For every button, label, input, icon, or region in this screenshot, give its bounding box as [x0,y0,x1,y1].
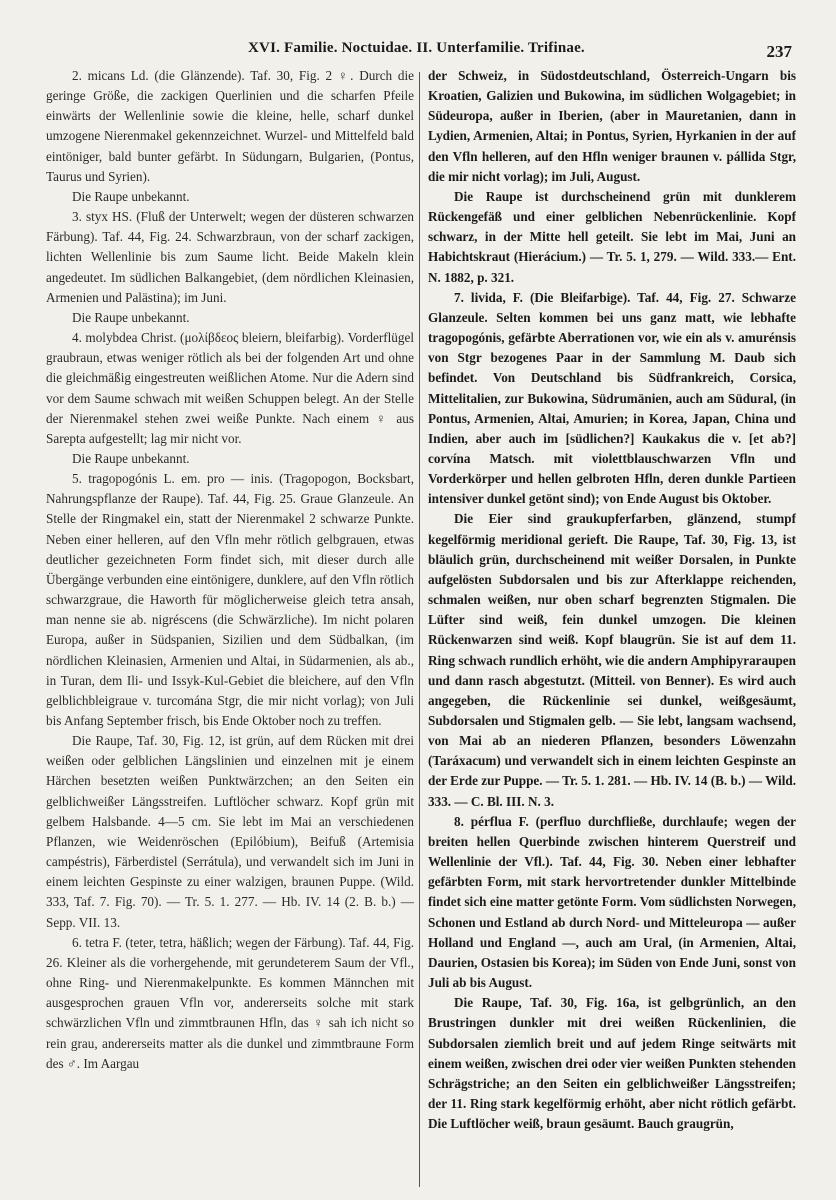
larva-description: Die Raupe, Taf. 30, Fig. 16a, ist gelbgrünlich, an den Brustringen dunkler mit drei weißen Rückenlinien, die Subdorsalen ziemlich breit und auf jedem Ringe seitwärts mit einem weißen, zwischen drei oder vier weißen Punkten stehenden Schrägstriche; an den Seiten ein gelblichweißer Längsstreifen; der 11. Ring stark kegelförmig erhöht, aber nicht rötlich gefärbt. Die Luftlöcher weiß, braun gesäumt. Bauch graugrün, [428,995,796,1132]
page-number: 237 [766,42,792,61]
column-divider [419,72,420,1187]
species-entry-perflua: 8. pérflua F. (perfluo durchfließe, durchlaufe; wegen der breiten hellen Querbinde zwischen hinterem Querstreif und Wellenlinie der Vfl.). Taf. 44, Fig. 30. Neben einer lebhafter gefärbten Form, mit stark hervortretender dunkler Mittelbinde findet sich eine matter getönte Form. Vom südlichsten Norwegen, Schonen und Estland ab durch Nord- und Mitteleuropa — außer Holland und England —, auch am Ural, (in Armenien, Altai, Daurien, Ostasien bis Korea); im Süden von Ende Juni, sonst von Juli ab bis August. [428,813,796,991]
running-header [0,36,836,64]
continued-paragraph: der Schweiz, in Südostdeutschland, Österreich-Ungarn bis Kroatien, Galizien und Bukowina, im südlichen Wolgagebiet; in Südeuropa, außer in Iberien, (aber in Mauretanien, dann in Lydien, Armenien, Altai; in Pontus, Syrien, Hyrkanien in der auf den Vfln helleren, auf den Hfln weniger braunen v. pállida Stgr, die mir nicht vorlag); im Juli, August. [428,68,796,184]
larva-description: Die Raupe ist durchscheinend grün mit dunklerem Rückengefäß und einer gelblichen Nebenrückenlinie. Kopf schwarz, in der Mitte hell geteilt. Sie lebt im Mai, Juni an Habichtskraut (Hierácium.) — Tr. 5. 1, 279. — Wild. 333.— Ent. N. 1882, p. 321. [428,188,796,285]
species-entry-livida: 7. livida, F. (Die Bleifarbige). Taf. 44, Fig. 27. Schwarze Glanzeule. Selten kommen bei uns ganz matt, wie lebhafte tragopogónis, gefärbte Aberrationen vor, wie ein als v. amurénsis von Stgr bezogenes Paar in der Sammlung M. Daub sich befindet. Von Deutschland bis Südfrankreich, Corsica, Mittelitalien, zur Bukowina, Südrumänien, auch am Südural, (in Pontus, Armenien, Altai, Amurien; in Korea, Japan, China und Indien, aber auch im [südlichen?] Kaukakus die v. [et ab?] corvína Matsch. mit violettblauschwarzen Vfln und Vorderkörper und hellen gelbroten Hfln, deren dunkle Partieen intensiver dunkel getönt sind); von Ende August bis Oktober. [428,289,796,507]
species-entry-tetra: 6. tetra F. (teter, tetra, häßlich; wegen der Färbung). Taf. 44, Fig. 26. Kleiner als die vorhergehende, mit gerundeterem Saum der Vfl., ohne Ring- und Nierenmakelpunkte. Es kommen Männchen mit ausgesprochen grauen Vfln vor, andererseits solche mit stark schwärzlichen Vfln und zimmtbraunen Hfln, das ♀ sah ich nicht so rein grau, andererseits matter als die dunkel und zimmtbraune Form des ♂. Im Aargau [46,934,414,1071]
larva-note: Die Raupe unbekannt. [72,450,190,466]
species-entry-molybdea: 4. molybdea Christ. (μολίβδεος bleiern, bleifarbig). Vorderflügel graubraun, etwas weniger rötlich als bei der folgenden Art und ohne die gleichmäßig eingestreuten weißlichen Atome. Nur die Adern sind vor dem Saume schwach mit weißen Schuppen belegt. An der Stelle der Nierenmakel stehen zwei weiße Punkte. Nach einem ♀ aus Sarepta aufgestellt; lag mir nicht vor. [46,330,414,446]
egg-and-larva-description: Die Eier sind graukupferfarben, glänzend, stumpf kegelförmig meridional gerieft. Die Raupe, Taf. 30, Fig. 13, ist bläulich grün, durchscheinend mit weißer Dorsalen, in Punkte aufgelösten Subdorsalen und bis zur Afterklappe reichenden, schmalen weißen, nur oben scharf begrenzten Stigmalen. Die Lüfter sind weiß, fein dunkel umzogen. Die kleinen Rückenwarzen sind weiß. Kopf blaugrün. Sie ist auf dem 11. Ring schwach rundlich erhöht, wie die andern Amphipyraraupen und dann rasch abgestutzt. (Mitteil. von Benner). Es wird auch angegeben, die Rückenlinie sei dunkel, weißgesäumt, Subdorsalen und Stigmalen gelb. — Sie lebt, langsam wachsend, von Mai ab an niederen Pflanzen, besonders Löwenzahn (Taráxacum) und verwandelt sich in einem leichten Gespinste an der Erde zur Puppe. — Tr. 5. 1. 281. — Hb. IV. 14 (B. b.) — Wild. 333. — C. Bl. III. N. 3. [428,511,796,809]
larva-note: Die Raupe unbekannt. [72,188,190,204]
larva-description: Die Raupe, Taf. 30, Fig. 12, ist grün, auf dem Rücken mit drei weißen oder gelblichen Längslinien und einzelnen mit je einem Härchen besetzten weißen Punktwärzchen; an den Seiten ein gelblichweißer Längsstreifen. Luftlöcher schwarz. Kopf grün mit gelbem Halsbande. 4—5 cm. Sie lebt im Mai an verschiedenen Pflanzen, wie Weidenröschen (Epilóbium), Beifuß (Artemisia campéstris), Färberdistel (Serrátula), und verwandelt sich im Juni in einem leichten Gespinste zu einer walzigen, braunen Puppe. (Wild. 333, Taf. 7. Fig. 70). — Tr. 5. 1. 277. — Hb. IV. 14 (2. B. b.) — Sepp. VII. 13. [46,733,414,930]
species-entry-styx: 3. styx HS. (Fluß der Unterwelt; wegen der düsteren schwarzen Färbung). Taf. 44, Fig. 24. Schwarzbraun, von der scharf zackigen, lichten Wellenlinie bis zum Saume licht. Beide Makeln klein angedeutet. Im südlichen Balkangebiet, (dem nördlichen Kleinasien, Armenien und Palästina); im Juni. [46,209,414,305]
left-column [46,66,414,1186]
species-entry-micans: 2. micans Ld. (die Glänzende). Taf. 30, Fig. 2 ♀. Durch die geringe Größe, die zackigen Querlinien und die scharfen Pfeile einwärts der Wellenlinie sowie die kleine, helle, scharf dunkel umzogene Nierenmakel gekennzeichnet. Wurzel- und Mittelfeld bald eintöniger, bald bunter gefärbt. In Südungarn, Bulgarien, (Pontus, Taurus und Syrien). [46,68,414,184]
species-entry-tragopogonis: 5. tragopogónis L. em. pro — inis. (Tragopogon, Bocksbart, Nahrungspflanze der Raupe). Taf. 44, Fig. 25. Graue Glanzeule. An Stelle der Ringmakel ein, statt der Nierenmakel 2 schwarze Punkte. Neben einer helleren, auf den Vfln mehr rötlich gelbgrauen, etwas deutlicher gezeichneten Form findet sich, mit dieser durch alle Übergänge verbunden eine eintönigere, dunklere, auf den Vfln rötlich schwarzgraue, die Haworth für möglicherweise gleich tetra ansah, man nenne sie ab. nigréscens (die Schwärzliche). Im nicht polaren Europa, außer in Südspanien, Sizilien und dem Südbalkan, (im nördlichen Kleinasien, Armenien und Altai, in Südarmenien, als ab., in Turan, dem Ili- und Issyk-Kul-Gebiet die bleichere, auf den Vfln gelblichbleigraue v. turcomána Stgr, die mir nicht vorlag); von Juli bis Anfang September frisch, bis Ende Oktober noch zu treffen. [46,471,414,728]
header-title: XVI. Familie. Noctuidae. II. Unterfamilie. Trifinae. [248,40,585,56]
right-column [428,66,796,1186]
larva-note: Die Raupe unbekannt. [72,309,190,325]
